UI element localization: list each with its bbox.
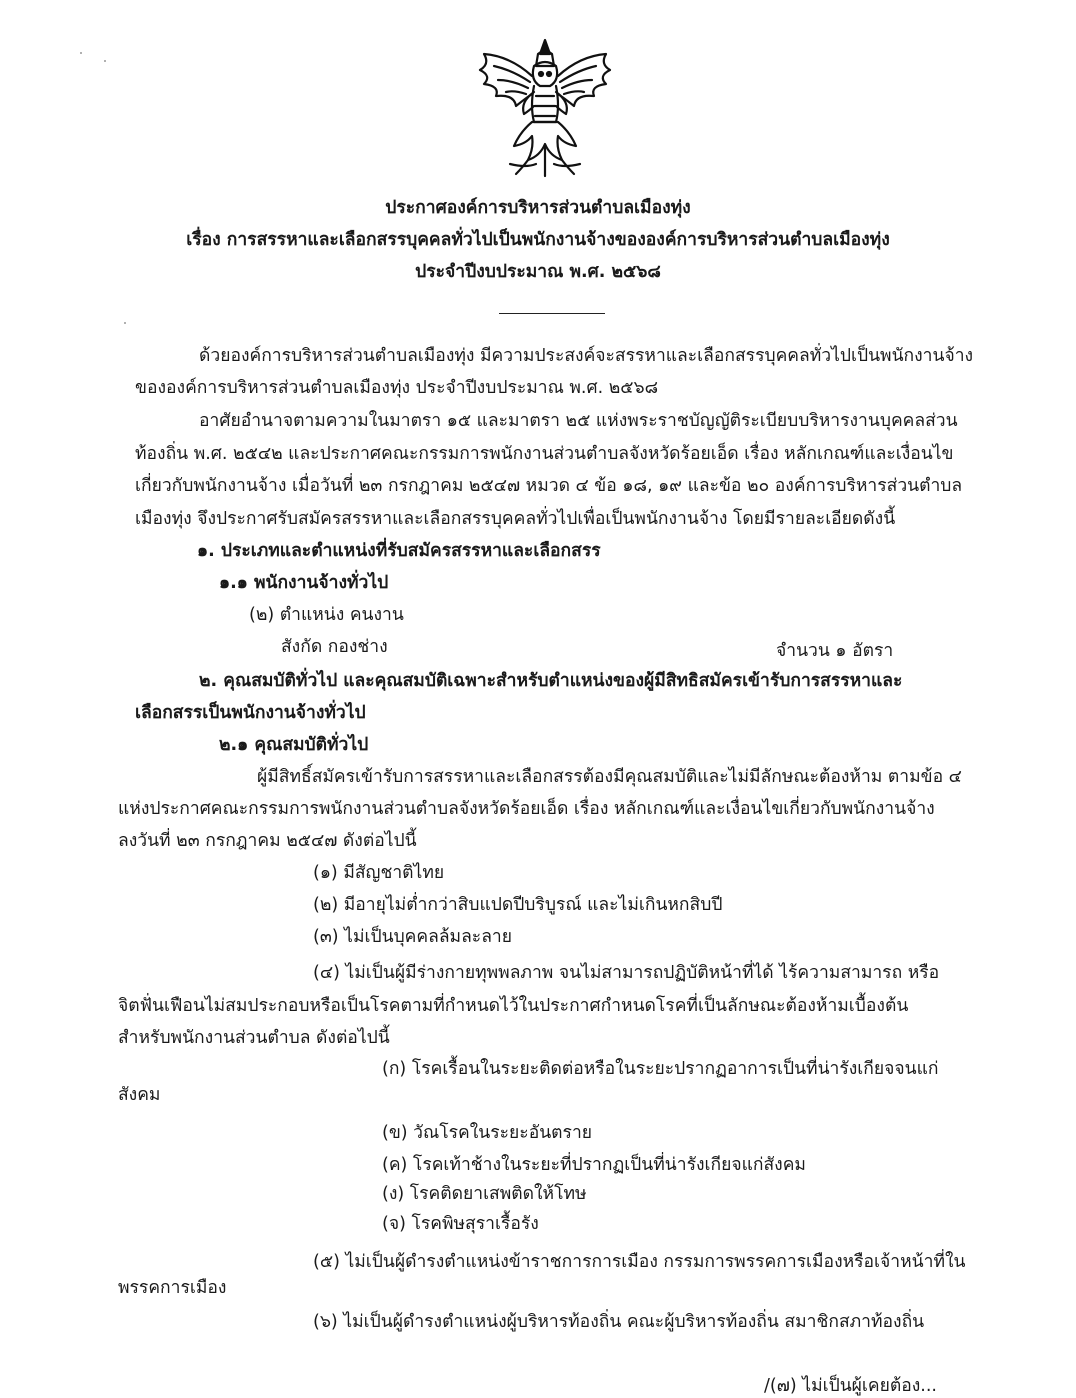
header-line-1: ประกาศองค์การบริหารส่วนตำบลเมืองทุ่ง [385, 198, 691, 218]
disease-item-a-cont: สังคม [118, 1085, 161, 1105]
paragraph-2-line-2: ท้องถิ่น พ.ศ. ๒๕๔๒ และประกาศคณะกรรมการพนักงานส่วนตำบลจังหวัดร้อยเอ็ด เรื่อง หลักเกณฑ์และเงื่อนไข [135, 444, 954, 464]
paragraph-2-line-4: เมืองทุ่ง จึงประกาศรับสมัครสรรหาและเลือกสรรบุคคลทั่วไปเพื่อเป็นพนักงานจ้าง โดยมีรายละเอียดดังนี้ [135, 509, 896, 529]
qualification-item-3: (๓) ไม่เป็นบุคคลล้มละลาย [313, 927, 513, 947]
section-1-heading: ๑. ประเภทและตำแหน่งที่รับสมัครสรรหาและเลือกสรร [197, 541, 601, 561]
garuda-emblem-icon [470, 36, 620, 186]
disease-item-b: (ข) วัณโรคในระยะอันตราย [382, 1123, 593, 1143]
qualification-item-1: (๑) มีสัญชาติไทย [313, 863, 445, 883]
paragraph-1-line-2: ขององค์การบริหารส่วนตำบลเมืองทุ่ง ประจำปีงบประมาณ พ.ศ. ๒๕๖๘ [135, 378, 659, 398]
qualification-item-4-line-1: (๔) ไม่เป็นผู้มีร่างกายทุพพลภาพ จนไม่สามารถปฏิบัติหน้าที่ได้ ไร้ความสามารถ หรือ [313, 963, 940, 983]
paragraph-1-line-1: ด้วยองค์การบริหารส่วนตำบลเมืองทุ่ง มีความประสงค์จะสรรหาและเลือกสรรบุคคลทั่วไปเป็นพนักงานจ้าง [199, 346, 974, 366]
section-2-heading-line-2: เลือกสรรเป็นพนักงานจ้างทั่วไป [135, 703, 366, 723]
position-department: สังกัด กองช่าง [281, 637, 388, 657]
paragraph-2-line-3: เกี่ยวกับพนักงานจ้าง เมื่อวันที่ ๒๓ กรกฎาคม ๒๕๔๗ หมวด ๔ ข้อ ๑๘, ๑๙ และข้อ ๒๐ องค์การบริหารส่วนตำบล [135, 476, 963, 496]
qualification-intro-line-1: ผู้มีสิทธิ์สมัครเข้ารับการสรรหาและเลือกสรรต้องมีคุณสมบัติและไม่มีลักษณะต้องห้าม ตามข้อ ๔ [257, 767, 962, 787]
qualification-item-5-line-1: (๕) ไม่เป็นผู้ดำรงตำแหน่งข้าราชการการเมือง กรรมการพรรคการเมืองหรือเจ้าหน้าที่ใน [313, 1252, 966, 1272]
qualification-item-4-line-3: สำหรับพนักงานส่วนตำบล ดังต่อไปนี้ [118, 1028, 390, 1048]
section-2-1-heading: ๒.๑ คุณสมบัติทั่วไป [219, 735, 369, 755]
title-divider [499, 313, 605, 314]
qualification-item-5-line-2: พรรคการเมือง [118, 1278, 227, 1298]
header-line-2: เรื่อง การสรรหาและเลือกสรรบุคคลทั่วไปเป็นพนักงานจ้างขององค์การบริหารส่วนตำบลเมืองทุ่ง [186, 230, 890, 250]
qualification-item-4-line-2: จิตฟั่นเฟือนไม่สมประกอบหรือเป็นโรคตามที่กำหนดไว้ในประกาศกำหนดโรคที่เป็นลักษณะต้องห้ามเบื้องต้น [118, 996, 909, 1016]
disease-item-e: (จ) โรคพิษสุราเรื้อรัง [382, 1214, 539, 1234]
disease-item-c: (ค) โรคเท้าช้างในระยะที่ปรากฏเป็นที่น่ารังเกียจแก่สังคม [382, 1155, 806, 1175]
qualification-intro-line-3: ลงวันที่ ๒๓ กรกฎาคม ๒๕๔๗ ดังต่อไปนี้ [118, 831, 417, 851]
disease-item-d: (ง) โรคติดยาเสพติดให้โทษ [382, 1184, 587, 1204]
scan-speck [124, 322, 126, 324]
section-2-heading-line-1: ๒. คุณสมบัติทั่วไป และคุณสมบัติเฉพาะสำหรับตำแหน่งของผู้มีสิทธิสมัครเข้ารับการสรรหาและ [199, 671, 903, 691]
qualification-intro-line-2: แห่งประกาศคณะกรรมการพนักงานส่วนตำบลจังหวัดร้อยเอ็ด เรื่อง หลักเกณฑ์และเงื่อนไขเกี่ยวกับพนักงานจ้าง [118, 799, 935, 819]
position-title: (๒) ตำแหน่ง คนงาน [249, 605, 404, 625]
qualification-item-2: (๒) มีอายุไม่ต่ำกว่าสิบแปดปีบริบูรณ์ และไม่เกินหกสิบปี [313, 895, 723, 915]
qualification-item-6: (๖) ไม่เป็นผู้ดำรงตำแหน่งผู้บริหารท้องถิ่น คณะผู้บริหารท้องถิ่น สมาชิกสภาท้องถิ่น [313, 1312, 925, 1332]
scan-speck [80, 52, 82, 54]
position-count: จำนวน ๑ อัตรา [776, 641, 894, 661]
paragraph-2-line-1: อาศัยอำนาจตามความในมาตรา ๑๕ และมาตรา ๒๕ แห่งพระราชบัญญัติระเบียบบริหารงานบุคคลส่วน [199, 411, 958, 431]
scan-speck [104, 60, 106, 62]
header-line-3: ประจำปีงบประมาณ พ.ศ. ๒๕๖๘ [415, 262, 661, 282]
section-1-1-heading: ๑.๑ พนักงานจ้างทั่วไป [219, 573, 389, 593]
continuation-note: /(๗) ไม่เป็นผู้เคยต้อง... [764, 1376, 937, 1396]
disease-item-a: (ก) โรคเรื้อนในระยะติดต่อหรือในระยะปรากฏอาการเป็นที่น่ารังเกียจจนแก่ [382, 1059, 939, 1079]
